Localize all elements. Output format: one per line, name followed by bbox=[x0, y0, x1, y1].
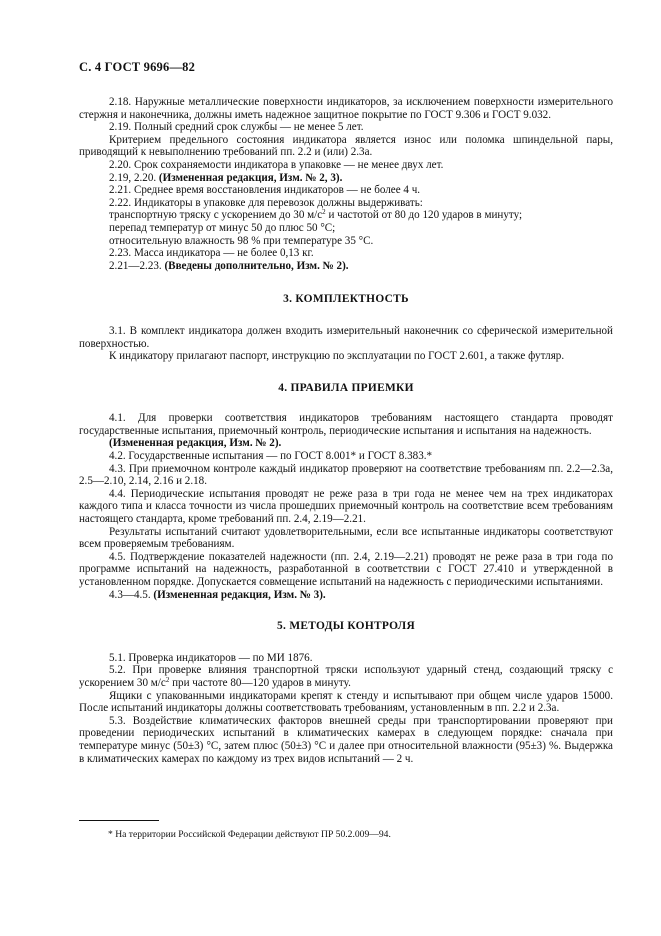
para-3-1: 3.1. В комплект индикатора должен входить измерительный наконечник со сферической измерительной поверхностью. bbox=[79, 324, 613, 350]
edition-note-2-19-2-20 bbox=[79, 172, 613, 185]
edition-note-ref: 4.3—4.5. bbox=[109, 588, 154, 601]
para-5-2-boxes: Ящики с упакованными индикаторами крепят к стенду и испытывают при общем числе ударов 15000. После испытаний индикаторы должны соответствовать требованиям, установленным в пп. 2.2 и 2.3а. bbox=[79, 689, 613, 715]
para-5-2-text-2: при частоте 80—120 ударов в минуту. bbox=[169, 676, 351, 689]
section-4-heading: 4. ПРАВИЛА ПРИЕМКИ bbox=[278, 381, 414, 394]
edition-note-4-1 bbox=[79, 437, 613, 450]
edition-note-ref: 2.21—2.23. bbox=[109, 259, 165, 272]
para-4-1: 4.1. Для проверки соответствия индикаторов требованиям настоящего стандарта проводят государственные испытания, приемочный контроль, периодические испытания и испытания на надежность. bbox=[79, 412, 613, 437]
edition-note-text: (Измененная редакция, Изм. № 3). bbox=[153, 588, 326, 601]
para-5-2-superscript: 2 bbox=[165, 675, 170, 684]
para-2-22-humidity: относительную влажность 98 % при температуре 35 °С. bbox=[109, 234, 374, 247]
para-4-5: 4.5. Подтверждение показателей надежности (пп. 2.4, 2.19—2.21) проводят не реже раза в три года по программе испытаний на надежность, разработанной в соответствии с ГОСТ 27.410 и утвержденной в установленном порядке. Допускается совмещение испытаний на надежность с периодическими испытаниями. bbox=[79, 550, 613, 588]
para-5-1: 5.1. Проверка индикаторов — по МИ 1876. bbox=[109, 651, 313, 664]
section-3-heading: 3. КОМПЛЕКТНОСТЬ bbox=[283, 293, 409, 306]
shaking-text-2: и частотой от 80 до 120 ударов в минуту; bbox=[325, 209, 523, 222]
para-3-1-attachments: К индикатору прилагают паспорт, инструкцию по эксплуатации по ГОСТ 2.601, а также футляр. bbox=[109, 350, 565, 363]
para-2-21: 2.21. Среднее время восстановления индикаторов — не более 4 ч. bbox=[109, 184, 421, 197]
para-5-2 bbox=[79, 664, 613, 689]
para-2-22-temperature: перепад температур от минус 50 до плюс 50 °С; bbox=[109, 221, 336, 234]
para-4-4: 4.4. Периодические испытания проводят не реже раза в три года не менее чем на трех индикаторах каждого типа и класса точности из числа прошедших приемочный контроль на соответствие всем требованиям настоящего стандарта, кроме требований пп. 2.4, 2.19—2.21. bbox=[79, 487, 613, 526]
para-5-3: 5.3. Воздействие климатических факторов внешней среды при транспортировании проверяют при проведении периодических испытаний в климатических камерах в следующем порядке: сначала при температуре минус (50±3) °С, затем плюс (50±3) °С и далее при относительной влажности (95±3) %. Выдержка в климатических камерах по каждому из трех видов испытаний — 2 ч. bbox=[79, 714, 613, 765]
para-2-19-criterion: Критерием предельного состояния индикатора является износ или поломка шпиндельной пары, приводящий к невыполнению требований пп. 2.2 и (или) 2.3а. bbox=[79, 133, 613, 159]
para-2-19: 2.19. Полный средний срок службы — не менее 5 лет. bbox=[109, 121, 364, 134]
para-2-20: 2.20. Срок сохраняемости индикатора в упаковке — не менее двух лет. bbox=[109, 158, 444, 171]
shaking-superscript: 2 bbox=[322, 208, 326, 217]
page-header: С. 4 ГОСТ 9696—82 bbox=[79, 60, 196, 74]
edition-note-text: (Введены дополнительно, Изм. № 2). bbox=[164, 259, 349, 272]
edition-note-text: (Измененная редакция, Изм. № 2, 3). bbox=[158, 171, 343, 184]
para-2-22-shaking bbox=[79, 209, 613, 222]
para-5-2-text-1: 5.2. При проверке влияния транспортной тряски используют ударный стенд, создающий тряску с ускорением 30 м/с bbox=[79, 664, 613, 689]
edition-note-4-3-4-5 bbox=[79, 589, 613, 602]
para-2-23: 2.23. Масса индикатора — не более 0,13 кг. bbox=[109, 247, 314, 260]
edition-note-ref: 2.19, 2.20. bbox=[109, 171, 159, 184]
footnote: * На территории Российской Федерации действуют ПР 50.2.009—94. bbox=[108, 829, 391, 840]
page-content bbox=[79, 96, 613, 765]
footnote-divider bbox=[79, 820, 159, 821]
para-2-22: 2.22. Индикаторы в упаковке для перевозок должны выдерживать: bbox=[109, 196, 423, 209]
para-4-3: 4.3. При приемочном контроле каждый индикатор проверяют на соответствие требованиям пп. 2.2—2.3а, 2.5—2.10, 2.14, 2.16 и 2.18. bbox=[79, 462, 613, 488]
shaking-text-1: транспортную тряску с ускорением до 30 м/с bbox=[109, 209, 323, 222]
edition-note-text: (Измененная редакция, Изм. № 2). bbox=[109, 437, 282, 450]
para-4-2: 4.2. Государственные испытания — по ГОСТ 8.001* и ГОСТ 8.383.* bbox=[109, 450, 433, 463]
para-4-4-results: Результаты испытаний считают удовлетворительными, если все испытанные индикаторы соответствуют всем проверяемым требованиям. bbox=[79, 525, 613, 551]
section-5-heading: 5. МЕТОДЫ КОНТРОЛЯ bbox=[277, 620, 415, 633]
edition-note-2-21-2-23 bbox=[79, 260, 613, 273]
para-2-18: 2.18. Наружные металлические поверхности индикаторов, за исключением поверхности измерительного стержня и наконечника, должны иметь надежное защитное покрытие по ГОСТ 9.306 и ГОСТ 9.032. bbox=[79, 96, 613, 121]
